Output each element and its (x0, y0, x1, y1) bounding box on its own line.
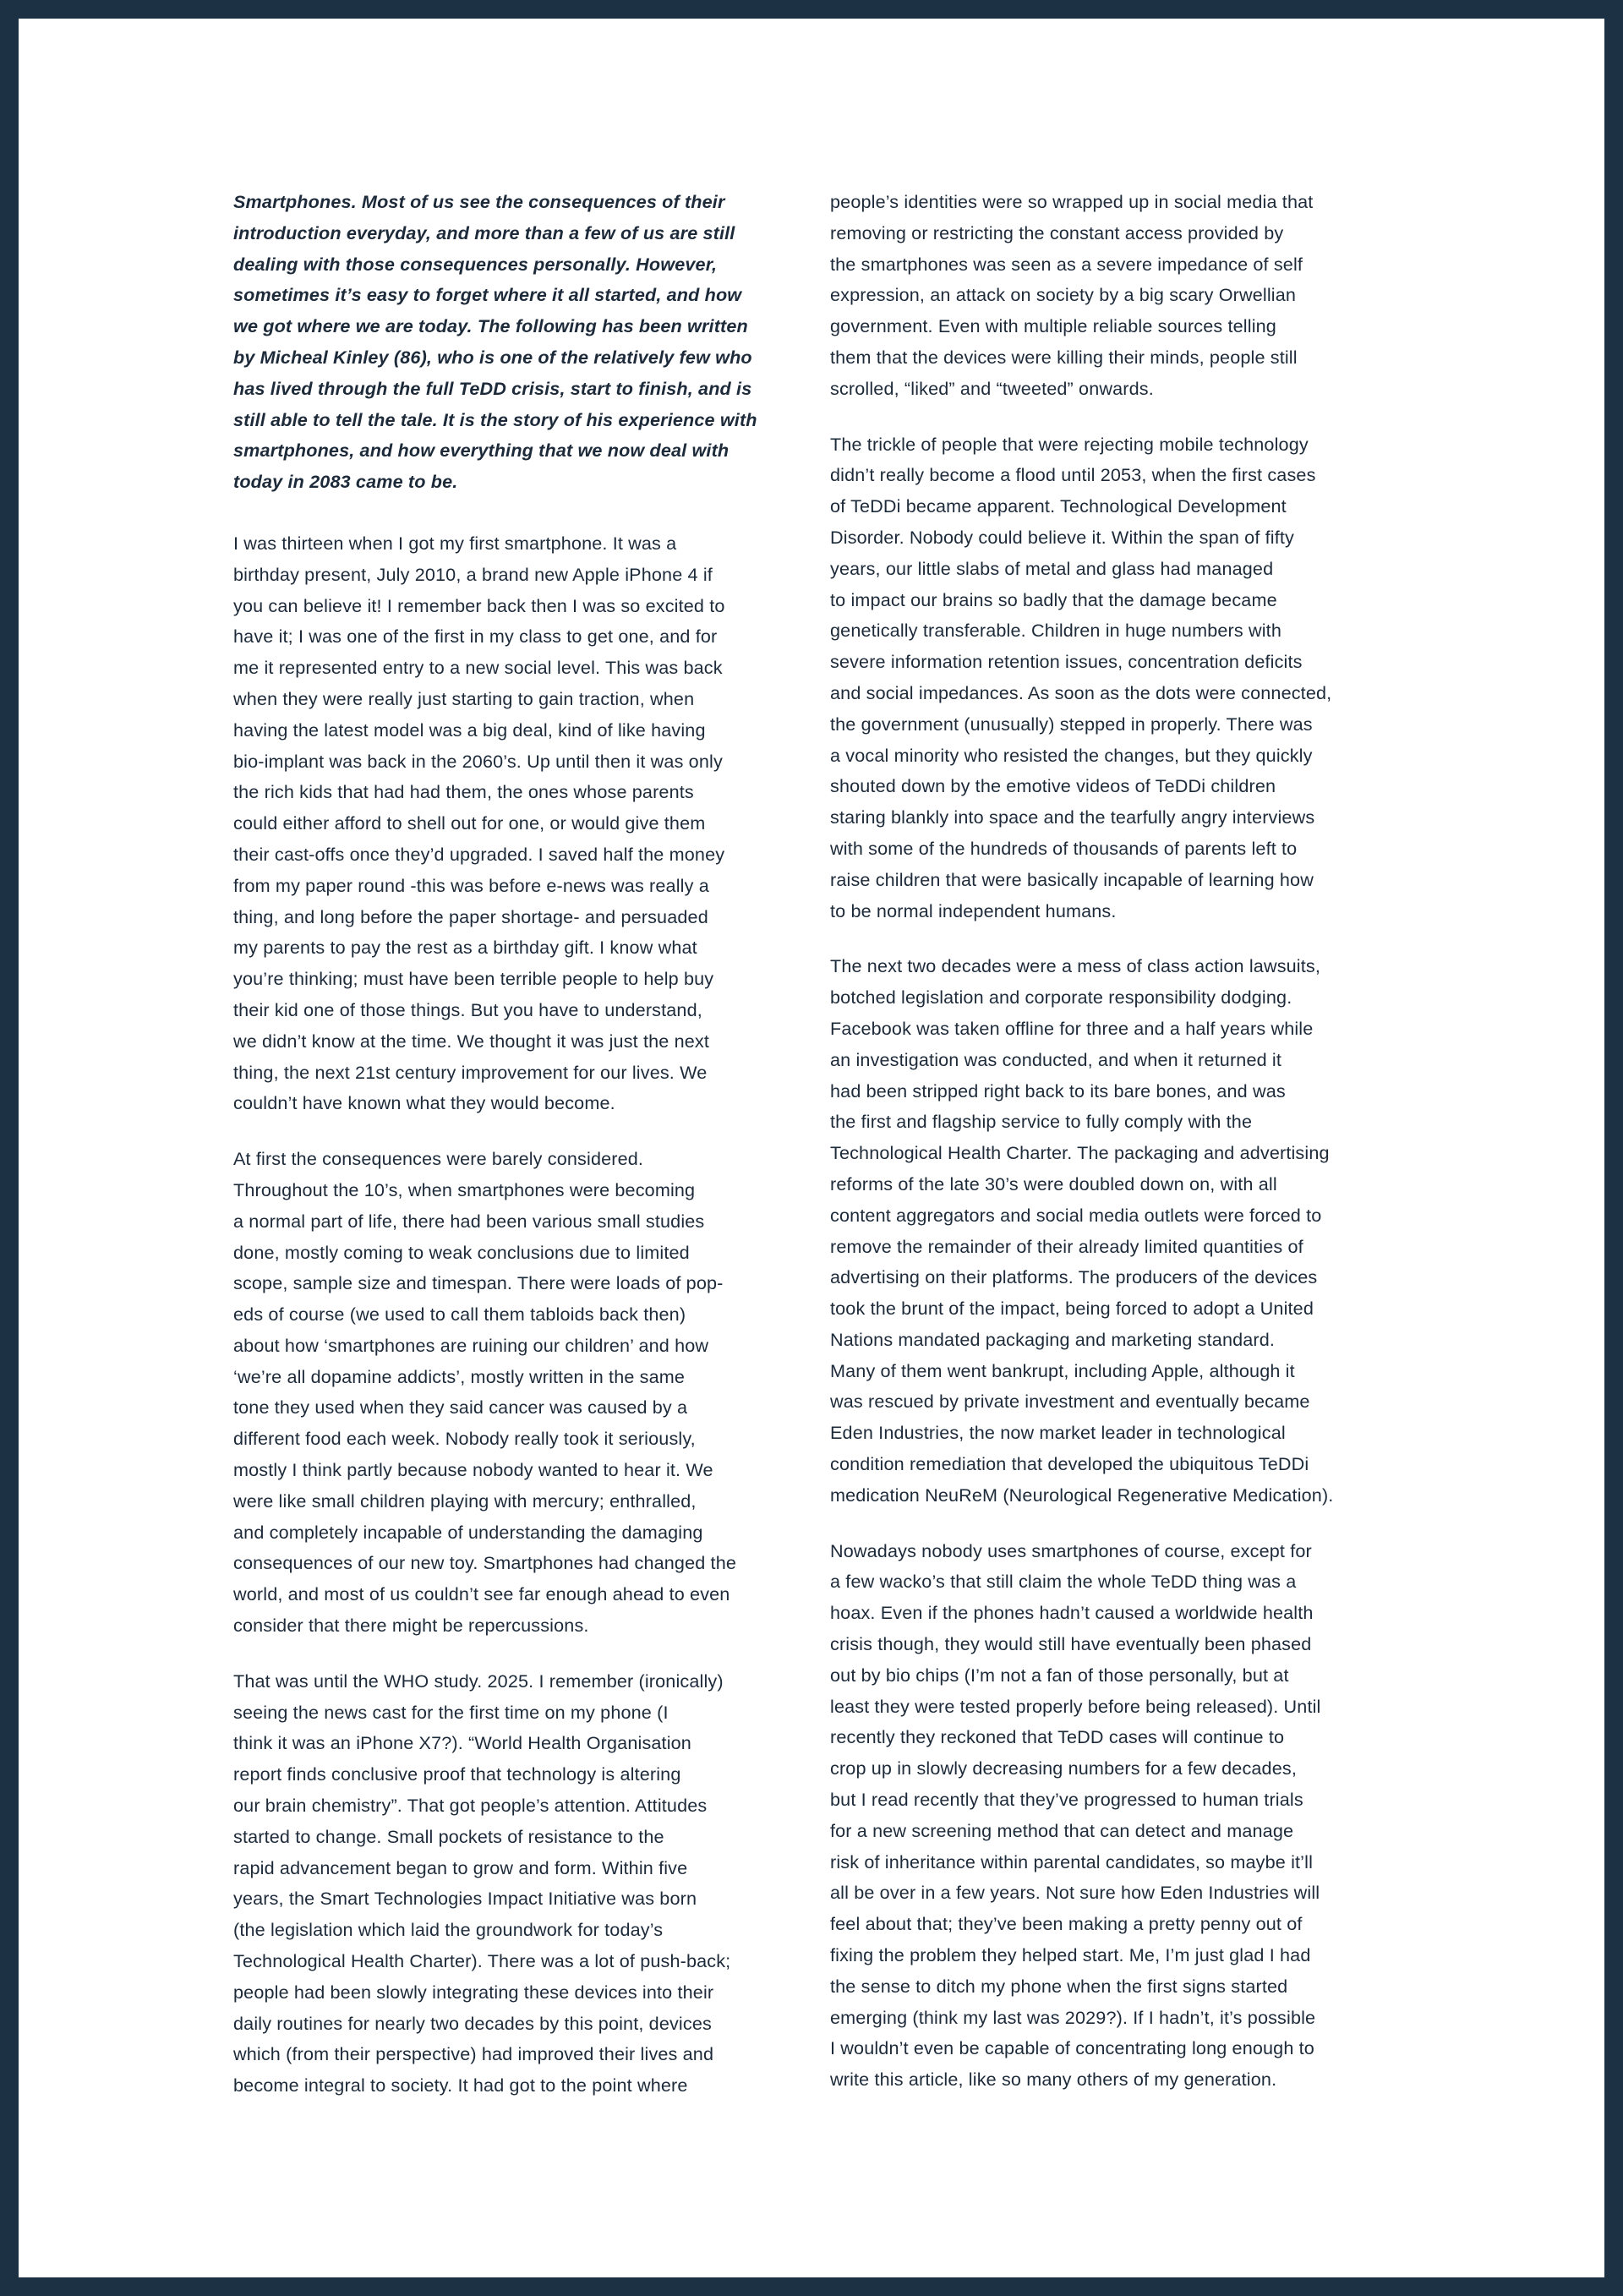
article-paragraph: That was until the WHO study. 2025. I remember (ironically) seeing the news cast for the first time on my phone (I think it was an iPhone X7?). “World Health Organisation report finds conclusive proof that technology is altering our brain chemistry”. That got people’s attention. Attitudes started to change. Small pockets of resistance to the rapid advancement began to grow and form. Within five years, the Smart Technologies Impact Initiative was born (the legislation which laid the groundwork for today’s Technological Health Charter). There was a lot of push-back; people had been slowly integrating these devices into their daily routines for nearly two decades by this point, devices which (from their perspective) had improved their lives and become integral to society. It had got to the point where (233, 1670, 731, 2096)
article-paragraph: Nowadays nobody uses smartphones of course, except for a few wacko’s that still claim the whole TeDD thing was a hoax. Even if the phones hadn’t caused a worldwide health crisis though, they would still have eventually been phased out by bio chips (I’m not a fan of those personally, but at least they were tested properly before being released). Until recently they reckoned that TeDD cases will continue to crop up in slowly decreasing numbers for a few decades, but I read recently that they’ve progressed to human trials for a new screening method that can detect and manage risk of inheritance within parental candidates, so maybe it’ll all be over in a few years. Not sure how Eden Industries will feel about that; they’ve been making a pretty penny out of fixing the problem they helped start. Me, I’m just glad I had the sense to ditch my phone when the first signs started emerging (think my last was 2029?). If I hadn’t, it’s possible I wouldn’t even be capable of concentrating long enough to write this article, like so many others of my generation. (830, 1539, 1321, 2091)
article-paragraph: At first the consequences were barely considered. Throughout the 10’s, when smartphones were becoming a normal part of life, there had been various small studies done, mostly coming to weak conclusions due to limited scope, sample size and timespan. There were loads of pop- eds of course (we used to call them tabloids back then) about how ‘smartphones are ruining our children’ and how ‘we’re all dopamine addicts’, mostly written in the same tone they used when they said cancer was caused by a different food each week. Nobody really took it seriously, mostly I think partly because nobody wanted to hear it. We were like small children playing with mercury; enthralled, and completely incapable of understanding the damaging consequences of our new toy. Smartphones had changed the world, and most of us couldn’t see far enough ahead to even consider that there might be repercussions. (233, 1148, 737, 1637)
article-paragraph: people’s identities were so wrapped up in social media that removing or restricting the constant access provided by the smartphones was seen as a severe impedance of self expression, an attack on society by a big scary Orwellian government. Even with multiple reliable sources telling them that the devices were killing their minds, people still scrolled, “liked” and “tweeted” onwards. (830, 191, 1314, 399)
article-paragraph: The next two decades were a mess of class action lawsuits, botched legislation and corporate responsibility dodging. Facebook was taken offline for three and a half years while an investigation was conducted, and when it returned it had been stripped right back to its bare bones, and was the first and flagship service to fully comply with the Technological Health Charter. The packaging and advertising reforms of the late 30’s were doubled down on, with all content aggregators and social media outlets were forced to remove the remainder of their already limited quantities of advertising on their platforms. The producers of the devices took the brunt of the impact, being forced to adopt a United Nations mandated packaging and marketing standard. Many of them went bankrupt, including Apple, although it was rescued by private investment and eventually became Eden Industries, the now market leader in technological condition remediation that developed the ubiquitous TeDDi medication NeuReM (Neurological Regenerative Medication). (830, 955, 1334, 1506)
left-column (233, 187, 795, 2126)
article-paragraph: I was thirteen when I got my first smartphone. It was a birthday present, July 2010, a brand new Apple iPhone 4 if you can believe it! I remember back then I was so excited to have it; I was one of the first in my class to get one, and for me it represented entry to a new social level. This was back when they were really just starting to gain traction, when having the latest model was a big deal, kind of like having bio-implant was back in the 2060’s. Up until then it was only the rich kids that had had them, the ones whose parents could either afford to shell out for one, or would give them their cast-offs once they’d upgraded. I saved half the money from my paper round -this was before e-news was really a thing, and long before the paper shortage- and persuaded my parents to pay the rest as a birthday gift. I know what you’re thinking; must have been terrible people to help buy their kid one of those things. But you have to understand, we didn’t know at the time. We thought it was just the next thing, the next 21st century improvement for our lives. We couldn’t have known what they would become. (233, 532, 725, 1114)
article-intro: Smartphones. Most of us see the consequences of their introduction everyday, and more than a few of us are still dealing with those consequences personally. However, sometimes it’s easy to forget where it all started, and how we got where we are today. The following has been written by Micheal Kinley (86), who is one of the relatively few who has lived through the full TeDD crisis, start to finish, and is still able to tell the tale. It is the story of his experience with smartphones, and how everything that we now deal with today in 2083 came to be. (233, 191, 757, 493)
right-column (830, 187, 1392, 2120)
article-paragraph: The trickle of people that were rejecting mobile technology didn’t really become a flood until 2053, when the first cases of TeDDi became apparent. Technological Development Disorder. Nobody could believe it. Within the span of fifty years, our little slabs of metal and glass had managed to impact our brains so badly that the damage became genetically transferable. Children in huge numbers with severe information retention issues, concentration deficits and social impedances. As soon as the dots were connected, the government (unusually) stepped in properly. There was a vocal minority who resisted the changes, but they quickly shouted down by the emotive videos of TeDDi children staring blankly into space and the tearfully angry interviews with some of the hundreds of thousands of parents left to raise children that were basically incapable of learning how to be normal independent humans. (830, 433, 1332, 921)
article-page (19, 19, 1604, 2277)
